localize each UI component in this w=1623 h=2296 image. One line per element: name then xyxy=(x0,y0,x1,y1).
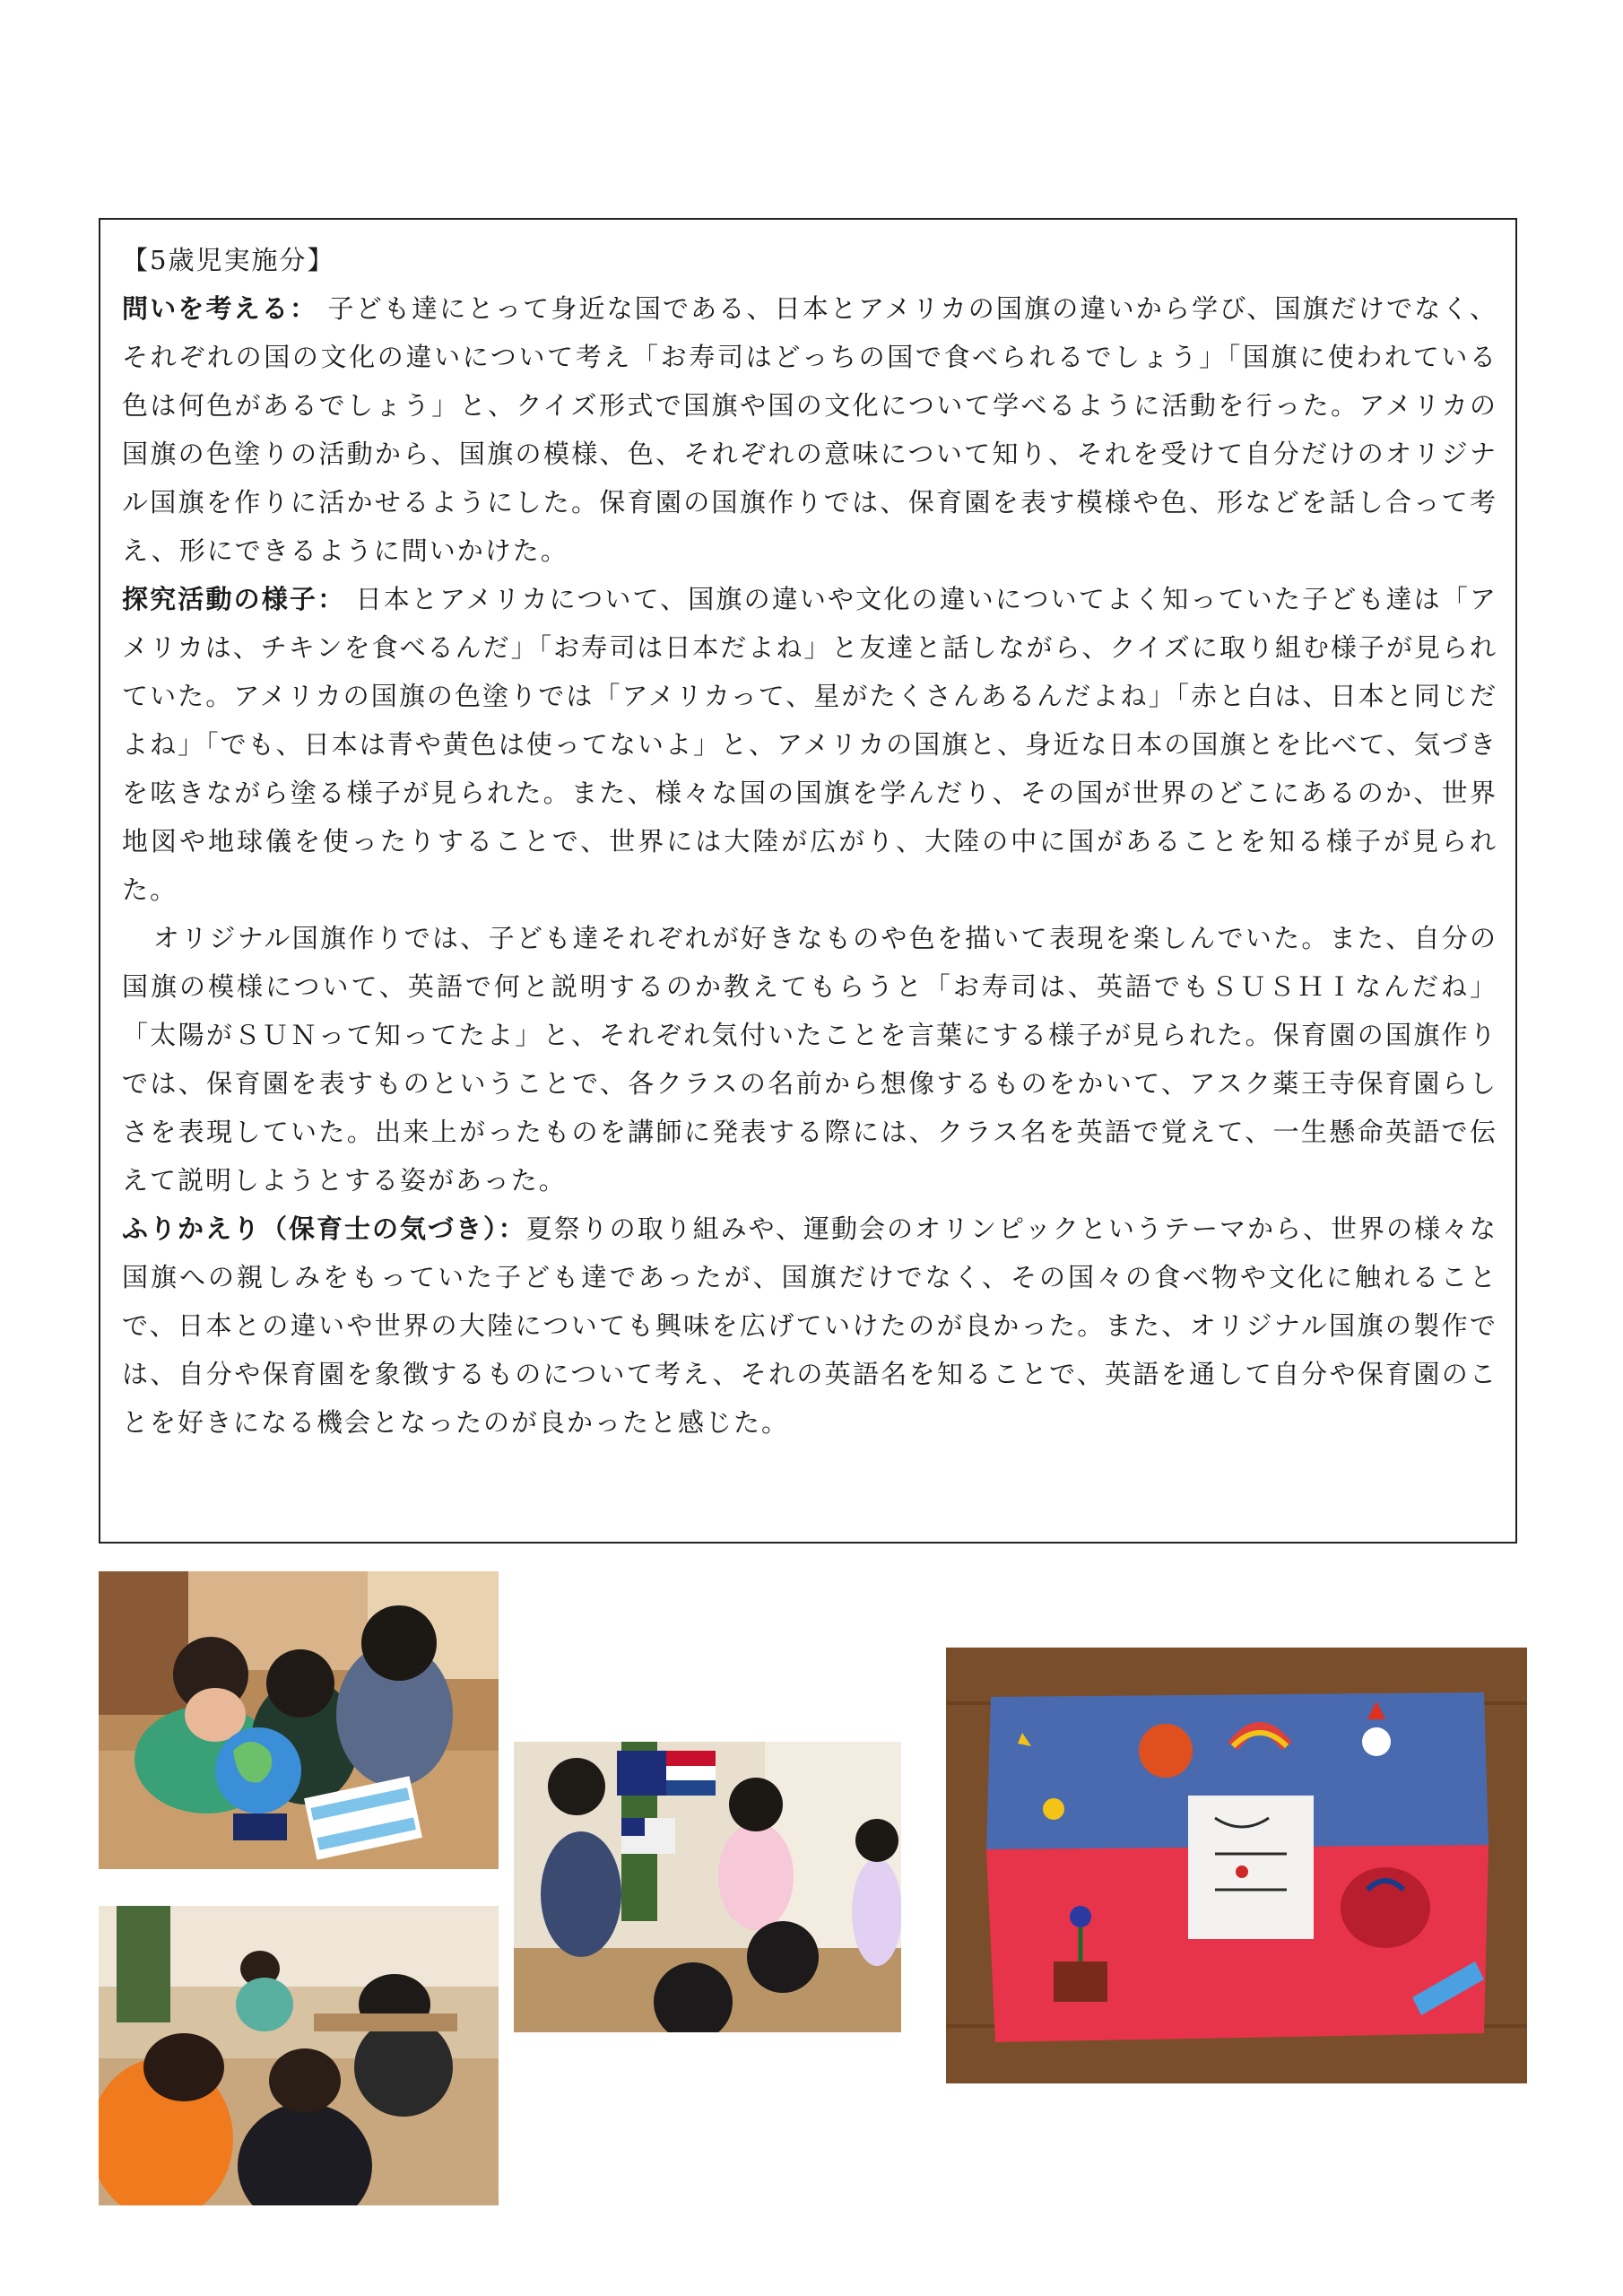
photo-children-tables xyxy=(99,1906,499,2205)
reflection-text: 夏祭りの取り組みや、運動会のオリンピックというテーマから、世界の様々な国旗への親しみをもっていた子ども達であったが、国旗だけでなく、その国々の食べ物や文化に触れることで、日本との違いや世界の大陸についても興味を広げていけたのが良かった。また、オリジナル国旗の製作では、自分や保育園を象徴するものについて考え、それの英語名を知ることで、英語を通して自分や保育園のことを好きになる機会となったのが良かったと感じた。 xyxy=(122,1213,1497,1438)
question-label: 問いを考える： xyxy=(122,293,318,324)
reflection-label: ふりかえり（保育士の気づき）： xyxy=(122,1213,526,1244)
exploration-text: 日本とアメリカについて、国旗の違いや文化の違いについてよく知っていた子ども達は「アメリカは、チキンを食べるんだ」「お寿司は日本だよね」と友達と話しながら、クイズに取り組む様子が見られていた。アメリカの国旗の色塗りでは「アメリカって、星がたくさんあるんだよね」「赤と白は、日本と同じだよね」「でも、日本は青や黄色は使ってないよ」と、アメリカの国旗と、身近な日本の国旗とを比べて、気づきを呟きながら塗る様子が見られた。また、様々な国の国旗を学んだり、その国が世界のどこにあるのか、世界地図や地球儀を使ったりすることで、世界には大陸が広がり、大陸の中に国があることを知る様子が見られた。 xyxy=(122,584,1497,905)
question-paragraph xyxy=(122,284,1497,575)
reflection-paragraph xyxy=(122,1205,1497,1447)
photo-children-globe xyxy=(99,1571,499,1869)
exploration-paragraph-2: オリジナル国旗作りでは、子ども達それぞれが好きなものや色を描いて表現を楽しんでいた。また、自分の国旗の模様について、英語で何と説明するのか教えてもらうと「お寿司は、英語でもＳＵＳＨＩなんだね」「太陽がＳＵＮって知ってたよ」と、それぞれ気付いたことを言葉にする様子が見られた。保育園の国旗作りでは、保育園を表すものということで、各クラスの名前から想像するものをかいて、アスク薬王寺保育園らしさを表現していた。出来上がったものを講師に発表する際には、クラス名を英語で覚えて、一生懸命英語で伝えて説明しようとする姿があった。 xyxy=(122,923,1497,1196)
exploration-paragraph xyxy=(122,575,1497,914)
question-text: 子ども達にとって身近な国である、日本とアメリカの国旗の違いから学び、国旗だけでなく、それぞれの国の文化の違いについて考え「お寿司はどっちの国で食べられるでしょう」「国旗に使われている色は何色があるでしょう」と、クイズ形式で国旗や国の文化について学べるように活動を行った。アメリカの国旗の色塗りの活動から、国旗の模様、色、それぞれの意味について知り、それを受けて自分だけのオリジナル国旗を作りに活かせるようにした。保育園の国旗作りでは、保育園を表す模様や色、形などを話し合って考え、形にできるように問いかけた。 xyxy=(122,293,1497,566)
photo-original-flag-artwork xyxy=(946,1648,1527,2083)
exploration-label: 探究活動の様子： xyxy=(122,584,346,614)
photo-presenting-flags xyxy=(514,1742,901,2032)
section-heading: 【5歳児実施分】 xyxy=(122,245,335,275)
report-box xyxy=(99,218,1517,1544)
